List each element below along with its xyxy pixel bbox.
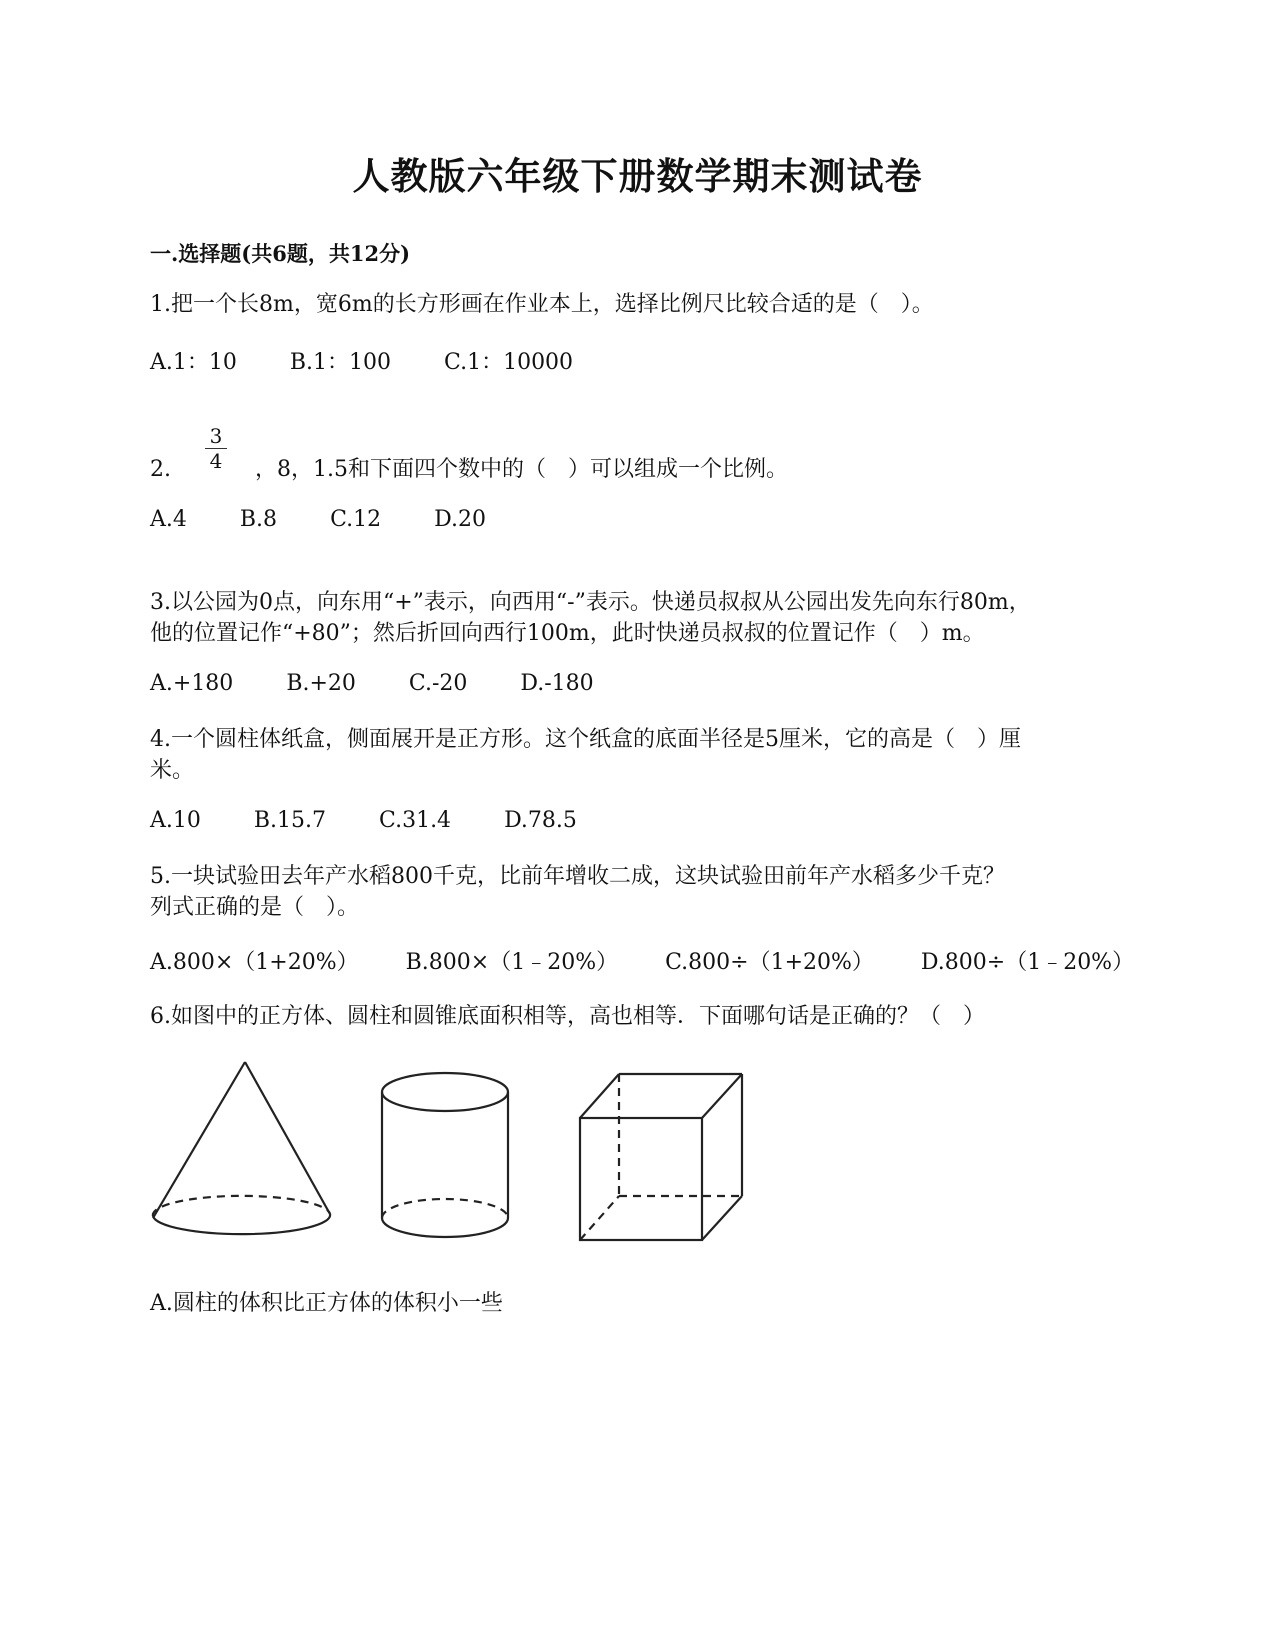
- option-a: A.800×（1+20%）: [150, 950, 359, 975]
- option-c: C.31.4: [379, 808, 452, 833]
- question-2-prefix: 2.: [150, 457, 171, 482]
- option-c: C.12: [330, 507, 382, 532]
- question-6-stem: 6.如图中的正方体、圆柱和圆锥底面积相等，高也相等．下面哪句话是正确的？（ ）: [150, 1004, 985, 1029]
- option-c: C.1：10000: [444, 350, 574, 375]
- option-c: C.800÷（1+20%）: [665, 950, 874, 975]
- section-heading: 一.选择题(共6题，共12分): [150, 241, 411, 266]
- option-a: A.1：10: [150, 350, 237, 375]
- question-3-stem-line2: 他的位置记作“+80”；然后折回向西行100m，此时快递员叔叔的位置记作（ ）m。: [150, 621, 985, 646]
- fraction-numerator: 3: [209, 424, 223, 448]
- option-b: B.800×（1﹣20%）: [405, 950, 619, 975]
- question-2-options: [150, 507, 532, 532]
- question-3-stem-line1: 3.以公园为0点，向东用“+”表示，向西用“-”表示。快递员叔叔从公园出发先向东行80m，: [150, 590, 1031, 615]
- solids-figure: [150, 1058, 770, 1268]
- question-6-option-a: A.圆柱的体积比正方体的体积小一些: [150, 1291, 503, 1316]
- option-b: B.1：100: [289, 350, 392, 375]
- question-1-options: [150, 345, 619, 376]
- option-a: A.+180: [150, 671, 234, 696]
- question-4-stem-line2: 米。: [150, 758, 195, 783]
- option-d: D.20: [434, 507, 486, 532]
- question-1-stem: 1.把一个长8m，宽6m的长方形画在作业本上，选择比例尺比较合适的是（ ）。: [150, 292, 934, 317]
- option-b: B.8: [239, 507, 278, 532]
- cube-figure: [580, 1074, 742, 1240]
- question-5-stem-line1: 5.一块试验田去年产水稻800千克，比前年增收二成，这块试验田前年产水稻多少千克？: [150, 864, 1005, 889]
- option-d: D.78.5: [504, 808, 577, 833]
- option-b: B.15.7: [253, 808, 327, 833]
- question-3-options: [150, 671, 640, 696]
- option-d: D.800÷（1﹣20%）: [920, 950, 1135, 975]
- question-4-stem-line1: 4.一个圆柱体纸盒，侧面展开是正方形。这个纸盒的底面半径是5厘米，它的高是（ ）厘: [150, 727, 1021, 752]
- fraction: [205, 425, 227, 472]
- option-c: C.-20: [408, 671, 468, 696]
- question-2-stem: ，8，1.5和下面四个数中的（ ）可以组成一个比例。: [255, 457, 788, 482]
- option-a: A.4: [150, 507, 187, 532]
- option-a: A.10: [150, 808, 201, 833]
- page-title: 人教版六年级下册数学期末测试卷: [352, 154, 923, 198]
- option-d: D.-180: [520, 671, 594, 696]
- cylinder-figure: [382, 1073, 508, 1237]
- question-5-stem-line2: 列式正确的是（ ）。: [150, 895, 360, 920]
- option-b: B.+20: [286, 671, 356, 696]
- question-4-options: [150, 808, 623, 833]
- cone-figure: [153, 1062, 330, 1234]
- fraction-denominator: 4: [209, 449, 223, 473]
- question-5-options: [150, 945, 1180, 976]
